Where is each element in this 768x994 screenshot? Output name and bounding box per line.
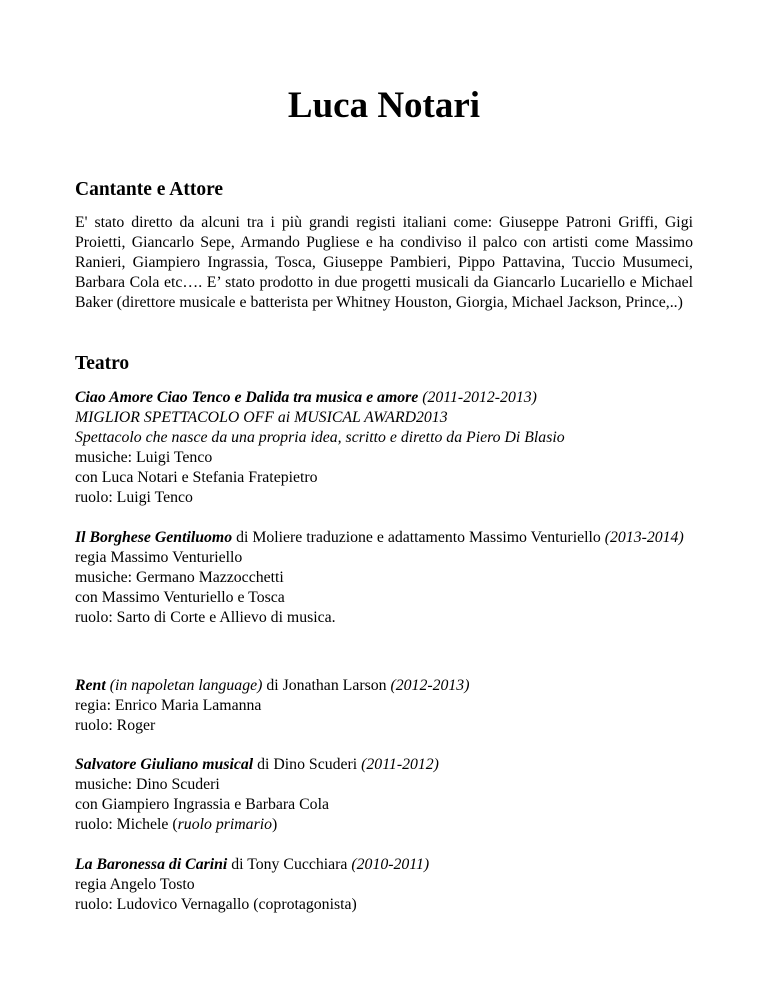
entry-years: (2011-2012-2013) [422,389,537,406]
entry-title-line [75,755,693,775]
entry-director: regia Massimo Venturiello [75,549,243,566]
bio-heading: Cantante e Attore [75,179,224,200]
teatro-entry-borghese-gentiluomo [75,528,693,628]
entry-role [75,815,693,835]
page-title: Luca Notari [287,85,481,126]
entry-role: ruolo: Roger [75,717,156,734]
teatro-entry-rent [75,676,693,736]
entry-role-prefix: ruolo: Michele ( [75,816,178,833]
entry-role: ruolo: Luigi Tenco [75,489,193,506]
entry-years: (2010-2011) [351,856,430,873]
entry-title: Salvatore Giuliano musical [75,756,254,773]
entry-music: musiche: Dino Scuderi [75,776,220,793]
entry-author: di Dino Scuderi [257,756,358,773]
entry-subtitle: (in napoletan language) [109,677,263,694]
entry-role-suffix: ) [272,816,278,833]
entry-title-line [75,528,693,548]
entry-author: di Jonathan Larson [266,677,387,694]
entry-title: La Baronessa di Carini [75,856,228,873]
entry-author: di Tony Cucchiara [231,856,348,873]
entry-role-note: ruolo primario [177,816,273,833]
entry-years: (2011-2012) [361,756,439,773]
entry-years: (2013-2014) [604,529,684,546]
entry-award: MIGLIOR SPETTACOLO OFF ai MUSICAL AWARD2013 [75,409,448,426]
teatro-entry-salvatore-giuliano [75,755,693,835]
entry-title-line [75,855,693,875]
bio-paragraph: E' stato diretto da alcuni tra i più grandi registi italiani come: Giuseppe Patroni Griffi, Gigi Proietti, Giancarlo Sepe, Armando Pugliese e ha condiviso il palco con artisti come Massimo Ranieri, Giampiero Ingrassia, Tosca, Giuseppe Pambieri, Pippo Pattavina, Tuccio Musumeci, Barbara Cola etc…. E’ stato prodotto in due progetti musicali da Giancarlo Lucariello e Michael Baker (direttore musicale e batterista per Whitney Houston, Giorgia, Michael Jackson, Prince,..) [75,214,693,311]
entry-role: ruolo: Ludovico Vernagallo (coprotagonista) [75,896,357,913]
teatro-entry-ciao-amore [75,388,693,508]
entry-role: ruolo: Sarto di Corte e Allievo di musica. [75,609,336,626]
entry-cast: con Massimo Venturiello e Tosca [75,589,285,606]
entry-years: (2012-2013) [390,677,470,694]
entry-title: Rent [75,677,106,694]
entry-director: regia Angelo Tosto [75,876,195,893]
entry-title-line [75,676,693,696]
entry-author: di Moliere traduzione e adattamento Massimo Venturiello [236,529,601,546]
teatro-entry-baronessa-di-carini [75,855,693,915]
entry-title: Ciao Amore Ciao Tenco e Dalida tra musica e amore [75,389,419,406]
teatro-heading: Teatro [75,353,130,374]
entry-cast: con Giampiero Ingrassia e Barbara Cola [75,796,329,813]
entry-director: regia: Enrico Maria Lamanna [75,697,262,714]
entry-music: musiche: Luigi Tenco [75,449,213,466]
entry-title: Il Borghese Gentiluomo [75,529,233,546]
entry-title-line [75,388,693,408]
entry-cast: con Luca Notari e Stefania Fratepietro [75,469,318,486]
entry-music: musiche: Germano Mazzocchetti [75,569,284,586]
entry-note: Spettacolo che nasce da una propria idea, scritto e diretto da Piero Di Blasio [75,429,565,446]
